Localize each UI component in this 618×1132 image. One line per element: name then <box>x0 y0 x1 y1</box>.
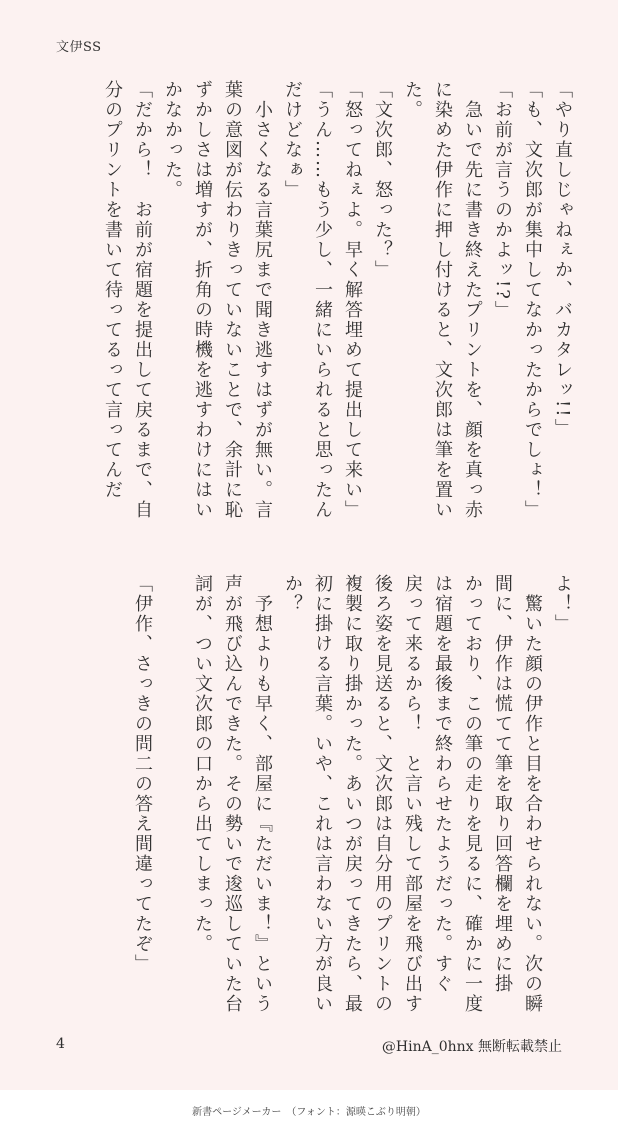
text-line: 「文次郎、怒った？」 <box>372 80 393 280</box>
text-line: ずかしさは増すが、折角の時機を逃すわけにはい <box>192 80 213 520</box>
text-line: 「だから！ お前が宿題を提出して戻るまで、自 <box>132 80 153 520</box>
vertical-text-block-top <box>97 80 577 520</box>
text-line: だけどなぁ」 <box>282 80 303 200</box>
text-line: に染めた伊作に押し付けると、文次郎は筆を置い <box>432 80 453 520</box>
text-line: 予想よりも早く、部屋に『ただいま！』という <box>252 574 273 1014</box>
text-line: 「やり直しじゃねぇか、バカタレッ!!」 <box>552 80 573 439</box>
text-line: 「も、文次郎が集中してなかったからでしょ！」 <box>522 80 543 520</box>
text-line: 急いで先に書き終えたプリントを、顔を真っ赤 <box>462 80 483 520</box>
text-line: 小さくなる言葉尻まで聞き逃すはずが無い。言 <box>252 80 273 520</box>
vertical-text-block-bottom <box>127 574 577 1014</box>
text-line: よ！」 <box>552 574 573 634</box>
text-line: かっており、この筆の走りを見るに、確かに一度 <box>462 574 483 1014</box>
text-line: 複製に取り掛かった。あいつが戻ってきたら、最 <box>342 574 363 1014</box>
text-line: 葉の意図が伝わりきっていないことで、余計に恥 <box>222 80 243 520</box>
text-line: 詞が、つい文次郎の口から出てしまった。 <box>192 574 213 954</box>
page-header-title: 文伊SS <box>56 40 102 55</box>
text-line: は宿題を最後まで終わらせたようだった。すぐ <box>432 574 453 994</box>
text-line: かなかった。 <box>162 80 183 200</box>
text-line: 「伊作、さっきの問二の答え間違ってたぞ」 <box>132 574 153 974</box>
text-line: 分のプリントを書いて待ってるって言ってんだ <box>102 80 123 500</box>
copyright-notice: @HinA_0hnx 無断転載禁止 <box>381 1039 562 1055</box>
page-number: 4 <box>56 1036 65 1052</box>
text-line: か？ <box>282 574 303 614</box>
text-line: 戻って来るから！ と言い残して部屋を飛び出す <box>402 574 423 1014</box>
text-line: 驚いた顔の伊作と目を合わせられない。次の瞬 <box>522 574 543 1014</box>
generator-credit: 新書ページメーカー （フォント：源暎こぶり明朝） <box>192 1107 426 1118</box>
text-line: た。 <box>402 80 423 120</box>
text-line: 後ろ姿を見送ると、文次郎は自分用のプリントの <box>372 574 393 1014</box>
text-line: 「お前が言うのかよッ!?」 <box>492 80 513 321</box>
text-line: 初に掛ける言葉。いや、これは言わない方が良い <box>312 574 333 1014</box>
text-line <box>157 574 187 969</box>
text-line: 「怒ってねぇよ。早く解答埋めて提出して来い」 <box>342 80 363 520</box>
text-line: 「うん……もう少し、一緒にいられると思ったん <box>312 80 333 520</box>
text-line: 間に、伊作は慌てて筆を取り回答欄を埋めに掛 <box>492 574 513 994</box>
text-line: 声が飛び込んできた。その勢いで逡巡していた台 <box>222 574 243 1014</box>
